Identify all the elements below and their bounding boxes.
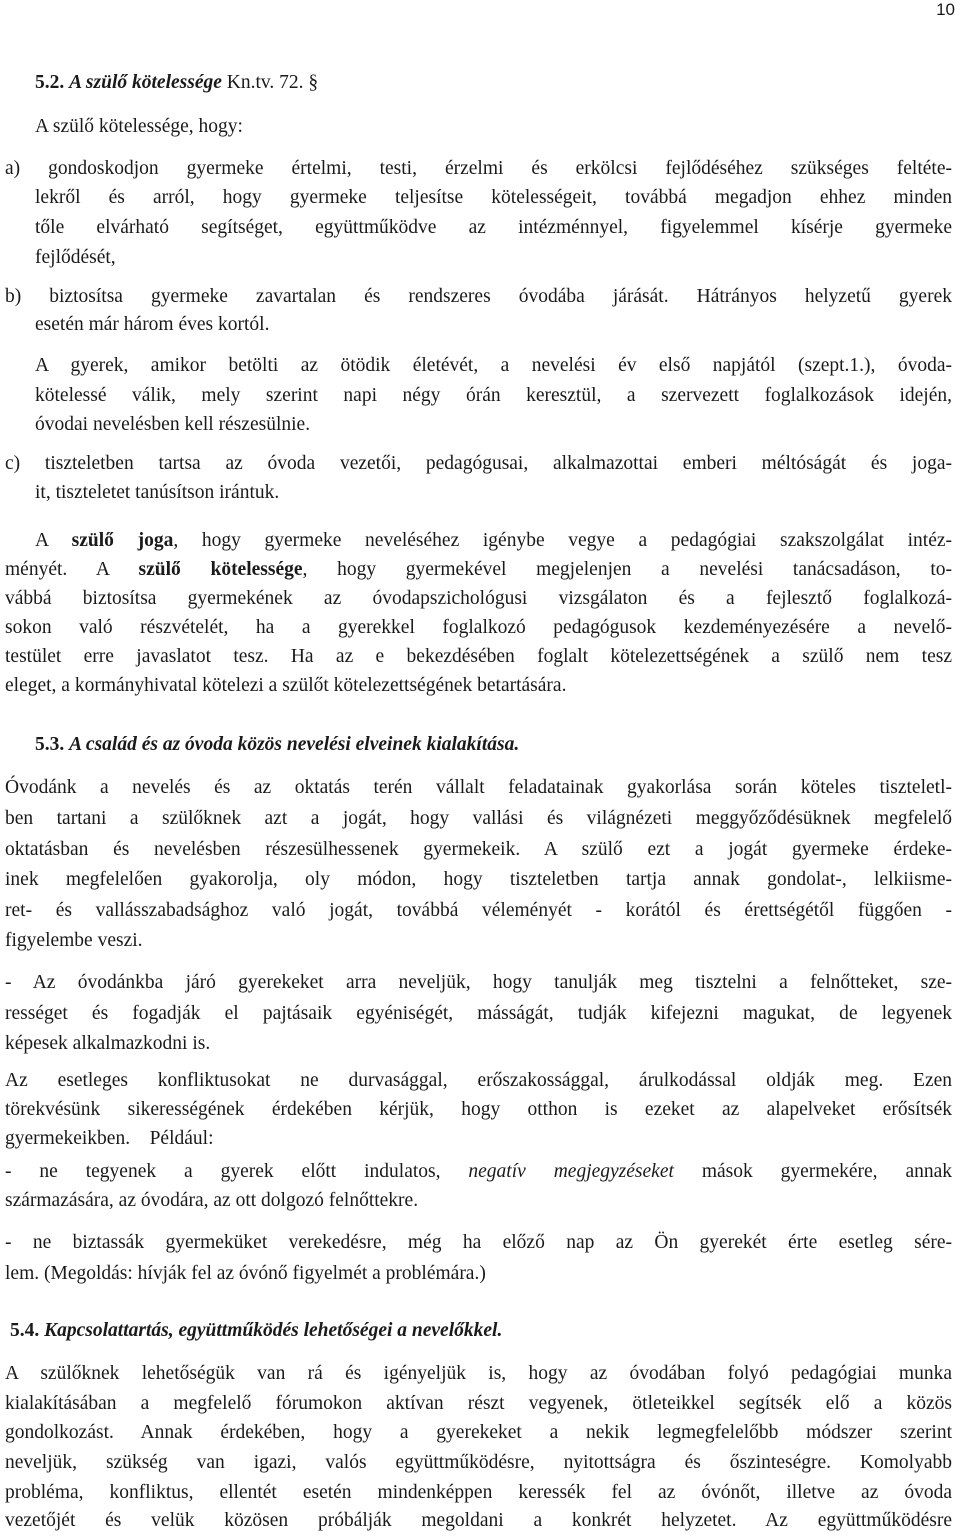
section-5-4-heading [10, 1318, 960, 1344]
jog-line-1: A szülő joga, hogy gyermeke neveléséhez igénybe vegye a pedagógiai szakszolgálat intéz- [35, 530, 952, 551]
szulo-joga-bold: szülő joga [71, 530, 174, 551]
item-b-line-2: esetén már három éves kortól. [35, 314, 270, 335]
law-reference: Kn.tv. 72. [226, 72, 304, 93]
intro-line: A szülő kötelessége, hogy: [35, 116, 243, 137]
gyerek-line-2: kötelessé válik, mely szerint napi négy órán keresztül, a szervezett foglalkozások idején, [35, 385, 952, 406]
s53-p1-line-6: figyelembe veszi. [5, 930, 143, 951]
page-number: 10 [936, 0, 955, 19]
s53-p2-line-2: rességet és fogadják el pajtásaik egyéniségét, másságát, tudják kifejezni magukat, de legyenek [5, 1003, 952, 1024]
paragraph-sign: § [308, 72, 319, 93]
section-title: Kapcsolattartás, együttműködés lehetőségei a nevelőkkel. [44, 1320, 503, 1341]
section-5-3-heading [35, 732, 960, 758]
s53-p4-line-1: - ne tegyenek a gyerek előtt indulatos, negatív megjegyzéseket mások gyermekére, annak [5, 1161, 953, 1182]
item-c-line-2: it, tiszteletet tanúsítson irántuk. [35, 482, 280, 503]
s54-p1-line-5: probléma, konfliktus, ellentét esetén mindenképpen keressék fel az óvónőt, illetve az óvoda [5, 1482, 952, 1503]
item-a-line-4: fejlődését, [35, 247, 116, 268]
jog-line-5: testület erre javaslatot tesz. Ha az e bekezdésében foglalt kötelezettségének a szülő nem tesz [5, 646, 952, 667]
section-number: 5.3. [35, 734, 65, 755]
item-c-line-1: c) tiszteletben tartsa az óvoda vezetői, pedagógusai, alkalmazottai emberi méltóságát és joga- [5, 453, 952, 474]
s54-p1-line-6: vezetőjét és velük közösen próbálják megoldani a konkrét helyzetet. Az együttműködésre [5, 1510, 952, 1531]
s54-p1-line-4: neveljük, szükség van igazi, valós együttműködésre, nyitottságra és őszinteségre. Komolyabb [5, 1452, 952, 1473]
s53-p3-line-3: gyermekeikben. Például: [5, 1128, 214, 1149]
item-a-line-2: lekről és arról, hogy gyermeke teljesítse kötelességeit, továbbá megadjon ehhez minden [35, 187, 952, 208]
s54-p1-line-2: kialakításában a megfelelő fórumokon aktívan részt vegyenek, ötleteikkel segítsék elő a közös [5, 1393, 952, 1414]
s54-p1-line-3: gondolkozást. Annak érdekében, hogy a gyerekeket a nekik legmegfelelőbb módszer szerint [5, 1422, 952, 1443]
gyerek-line-3: óvodai nevelésben kell részesülnie. [35, 414, 311, 435]
item-a-line-1: a) gondoskodjon gyermeke értelmi, testi, érzelmi és erkölcsi fejlődéséhez szükséges feltéte- [5, 158, 952, 179]
s53-p1-line-5: ret- és vallásszabadsághoz való jogát, továbbá véleményét - korától és érettségétől függően - [5, 900, 952, 921]
s53-p1-line-4: inek megfelelően gyakorolja, oly módon, hogy tiszteletben tartja annak gondolat-, lelkiisme- [5, 869, 952, 890]
jog-line-4: sokon való részvételét, ha a gyerekkel foglalkozó pedagógusok kezdeményezésére a nevelő- [5, 617, 952, 638]
s53-p5-line-2: lem. (Megoldás: hívják fel az óvónő figyelmét a problémára.) [5, 1263, 486, 1284]
jog-line-2: ményét. A szülő kötelessége, hogy gyermekével megjelenjen a nevelési tanácsadáson, to- [5, 559, 953, 580]
section-5-2-heading [35, 70, 318, 96]
section-title: A család és az óvoda közös nevelési elveinek kialakítása. [69, 734, 520, 755]
jog-line-3: vábbá biztosítsa gyermekének az óvodapszichológusi vizsgálaton és a fejlesztő foglalkozá- [5, 588, 952, 609]
item-a-line-3: tőle elvárható segítséget, együttműködve az intézménnyel, figyelemmel kísérje gyermeke [35, 217, 952, 238]
section-number: 5.2. [35, 72, 65, 93]
s53-p2-line-3: képesek alkalmazkodni is. [5, 1033, 211, 1054]
jog-line-6: eleget, a kormányhivatal kötelezi a szülőt kötelezettségének betartására. [5, 675, 567, 696]
gyerek-line-1: A gyerek, amikor betölti az ötödik életévét, a nevelési év első napjától (szept.1.), óvoda- [35, 355, 952, 376]
section-title: A szülő kötelessége [69, 72, 222, 93]
s53-p1-line-2: ben tartani a szülőknek azt a jogát, hogy vallási és világnézeti meggyőződésüknek megfelelő [5, 808, 952, 829]
s53-p4-line-2: származására, az óvodára, az ott dolgozó felnőttekre. [5, 1190, 419, 1211]
s54-p1-line-1: A szülőknek lehetőségük van rá és igényeljük is, hogy az óvodában folyó pedagógiai munka [5, 1363, 952, 1384]
s53-p1-line-1: Óvodánk a nevelés és az oktatás terén vállalt feladatainak gyakorlása során köteles tiszteletl- [5, 777, 952, 798]
s53-p5-line-1: - ne biztassák gyermeküket verekedésre, még ha előző nap az Ön gyerekét érte esetleg sére- [5, 1232, 952, 1253]
item-b-line-1: b) biztosítsa gyermeke zavartalan és rendszeres óvodába járását. Hátrányos helyzetű gyerek [5, 286, 952, 307]
s53-p2-line-1: - Az óvodánkba járó gyerekeket arra neveljük, hogy tanulják meg tisztelni a felnőtteket, sze- [5, 972, 952, 993]
s53-p3-line-2: törekvésünk sikerességének érdekében kérjük, hogy otthon is ezeket az alapelveket erősítsék [5, 1099, 952, 1120]
szulo-kotelessege-bold: szülő kötelessége [138, 559, 303, 580]
s53-p1-line-3: oktatásban és nevelésben részesülhessenek gyermekeik. A szülő ezt a jogát gyermeke érdeke- [5, 839, 952, 860]
s53-p3-line-1: Az esetleges konfliktusokat ne durvasággal, erőszakossággal, árulkodással oldják meg. Ezen [5, 1070, 952, 1091]
negativ-megjegyzeseket-italic: negatív megjegyzéseket [468, 1161, 674, 1182]
section-number: 5.4. [10, 1320, 40, 1341]
